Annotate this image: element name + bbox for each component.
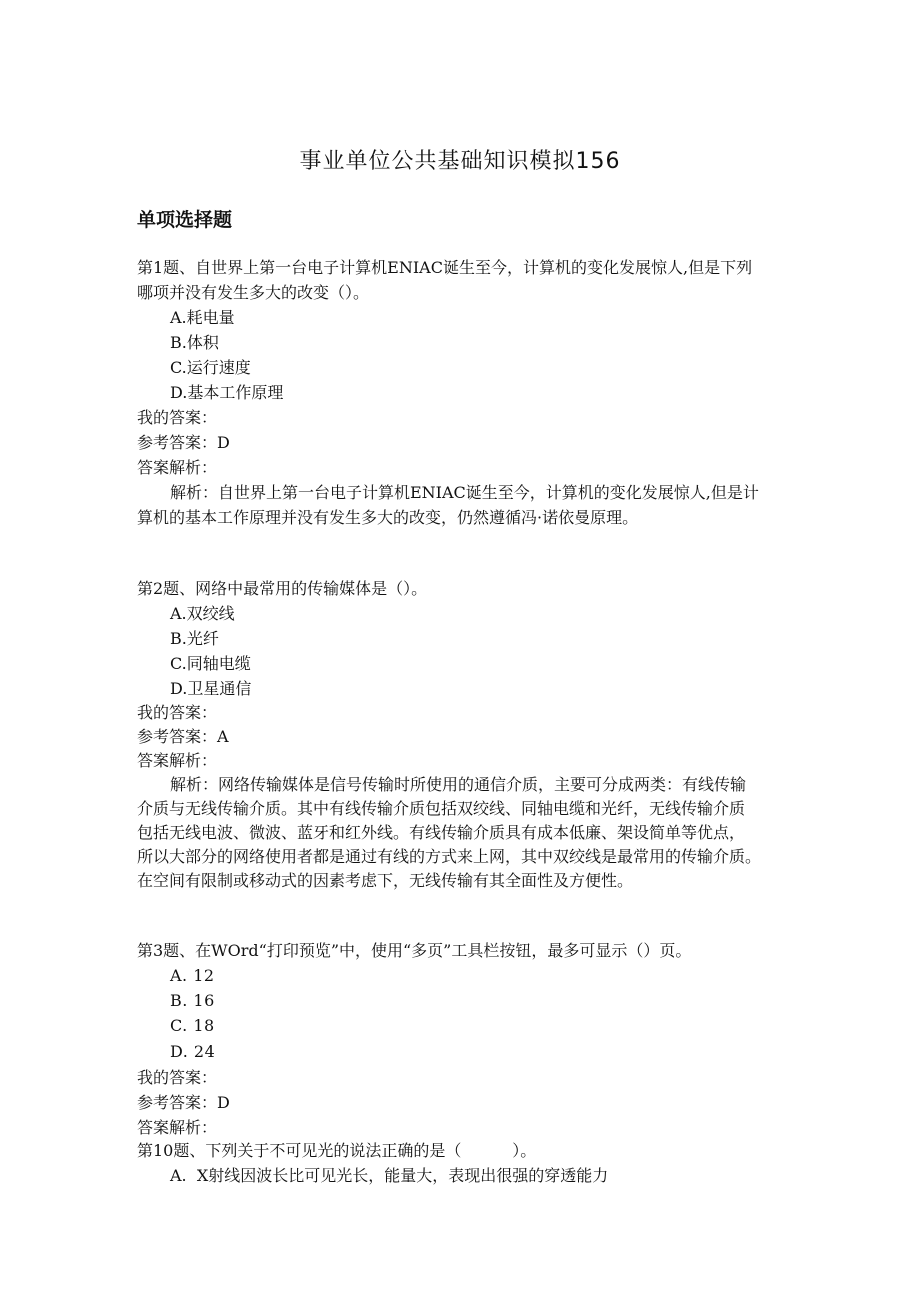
question-2-option-b: B.光纤 — [170, 629, 219, 648]
document-title: 事业单位公共基础知识模拟156 — [299, 149, 621, 174]
question-3-option-c: C. 18 — [170, 1016, 215, 1035]
question-2-option-c: C.同轴电缆 — [170, 654, 251, 673]
question-10-stem-line-1: 第10题、下列关于不可见光的说法正确的是（ ）。 — [137, 1141, 537, 1160]
question-3-option-a: A. 12 — [170, 966, 215, 985]
question-1-option-d: D.基本工作原理 — [170, 383, 284, 402]
question-2-stem-line-1: 第2题、网络中最常用的传输媒体是（）。 — [137, 579, 428, 598]
question-10-option-a: A. X射线因波长比可见光长，能量大，表现出很强的穿透能力 — [170, 1166, 609, 1185]
question-2-option-d: D.卫星通信 — [170, 679, 252, 698]
question-1-stem-line-1: 第1题、自世界上第一台电子计算机ENIAC诞生至今，计算机的变化发展惊人,但是下列 — [137, 258, 753, 277]
question-3-option-b: B. 16 — [170, 991, 215, 1010]
question-2-option-a: A.双绞线 — [170, 604, 235, 623]
question-2-analysis-label: 答案解析： — [137, 751, 218, 770]
question-3-reference-answer: 参考答案：D — [137, 1093, 230, 1112]
question-1-analysis-line-2: 算机的基本工作原理并没有发生多大的改变，仍然遵循冯·诺依曼原理。 — [137, 508, 639, 527]
question-3-option-d: D. 24 — [170, 1042, 216, 1061]
question-1-analysis-label: 答案解析： — [137, 458, 218, 477]
question-1-analysis-line-1: 解析：自世界上第一台电子计算机ENIAC诞生至今，计算机的变化发展惊人,但是计 — [170, 483, 759, 502]
question-1-option-a: A.耗电量 — [170, 308, 235, 327]
question-2-analysis-line-1: 解析：网络传输媒体是信号传输时所使用的通信介质，主要可分成两类：有线传输 — [170, 775, 747, 794]
question-1-option-b: B.体积 — [170, 333, 219, 352]
question-2-analysis-line-5: 在空间有限制或移动式的因素考虑下，无线传输有其全面性及方便性。 — [137, 871, 634, 890]
section-heading: 单项选择题 — [137, 209, 233, 231]
question-2-analysis-line-3: 包括无线电波、微波、蓝牙和红外线。有线传输介质具有成本低廉、架设简单等优点， — [137, 823, 746, 842]
question-3-my-answer: 我的答案： — [137, 1068, 218, 1087]
question-1-reference-answer: 参考答案：D — [137, 433, 230, 452]
question-2-analysis-line-4: 所以大部分的网络使用者都是通过有线的方式来上网，其中双绞线是最常用的传输介质。 — [137, 847, 762, 866]
question-2-analysis-line-2: 介质与无线传输介质。其中有线传输介质包括双绞线、同轴电缆和光纤，无线传输介质 — [137, 799, 746, 818]
question-2-my-answer: 我的答案： — [137, 703, 218, 722]
question-3-stem-line-1: 第3题、在WOrd“打印预览”中，使用“多页”工具栏按钮，最多可显示（）页。 — [137, 941, 692, 960]
question-1-my-answer: 我的答案： — [137, 408, 218, 427]
question-1-option-c: C.运行速度 — [170, 358, 251, 377]
question-2-reference-answer: 参考答案：A — [137, 727, 229, 746]
question-1-stem-line-2: 哪项并没有发生多大的改变（）。 — [137, 283, 370, 302]
question-3-analysis-label: 答案解析： — [137, 1118, 218, 1137]
